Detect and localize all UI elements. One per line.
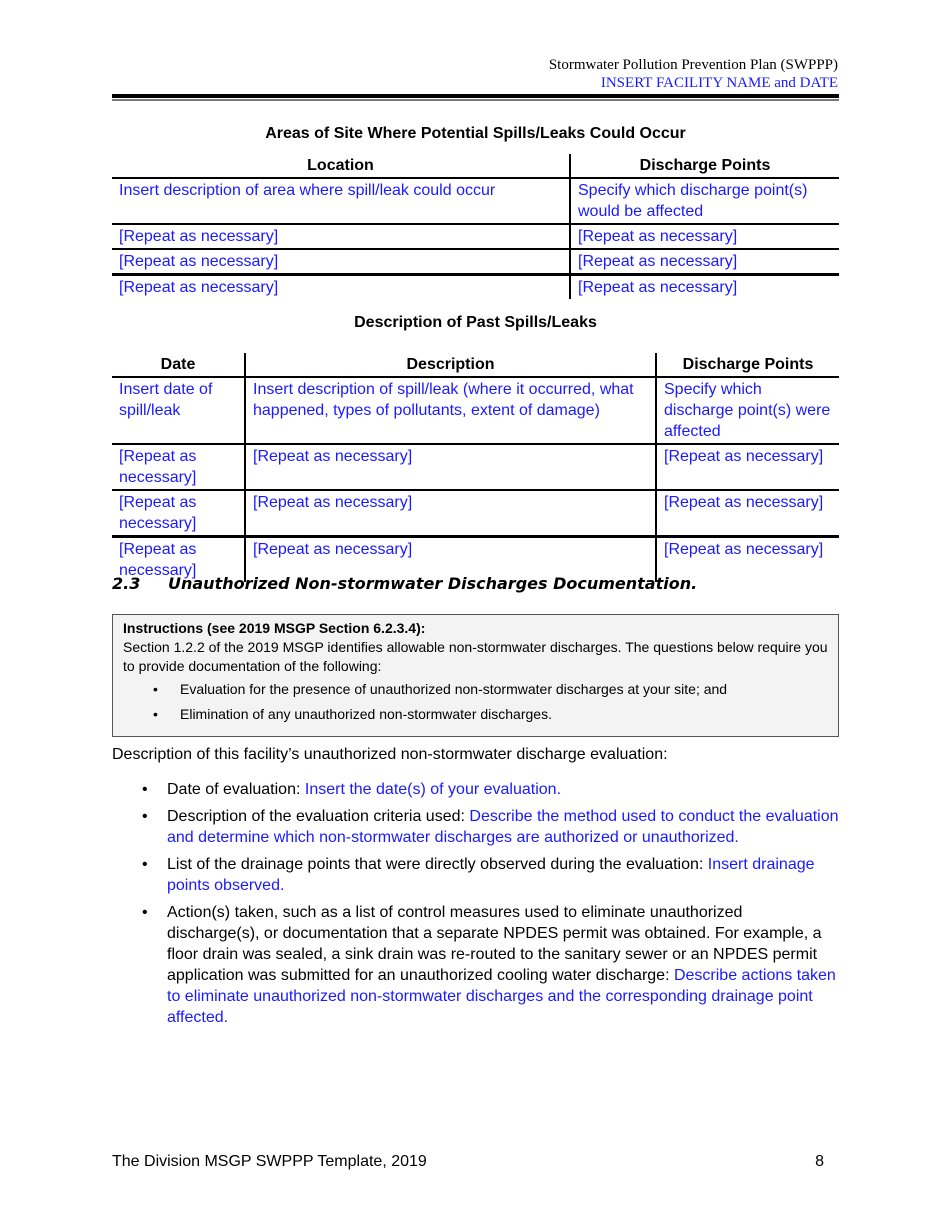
table-cell[interactable]: [Repeat as necessary] (664, 541, 824, 558)
header-facility-placeholder: INSERT FACILITY NAME and DATE (600, 75, 838, 91)
instructions-title: Instructions (see 2019 MSGP Section 6.2.3.4): (123, 620, 426, 636)
section-title: Unauthorized Non-stormwater Discharges Documentation. (168, 574, 698, 593)
item-placeholder[interactable]: Insert the date(s) of your evaluation. (304, 781, 562, 798)
table-cell[interactable]: [Repeat as necessary] (245, 490, 656, 537)
column-header-discharge-points: Discharge Points (656, 353, 839, 377)
list-item (112, 854, 839, 896)
page-header (549, 56, 838, 92)
header-rule-shadow (112, 99, 839, 101)
item-label: Description of the evaluation criteria used: (167, 808, 470, 825)
column-header-description: Description (245, 353, 656, 377)
table-row (112, 490, 839, 537)
table-row (112, 275, 839, 300)
column-header-date: Date (112, 353, 245, 377)
table-row (112, 224, 839, 249)
evaluation-intro: Description of this facility’s unauthorized non-stormwater discharge evaluation: (112, 746, 668, 763)
evaluation-list (112, 779, 839, 1034)
section-heading (112, 574, 697, 593)
table-cell[interactable]: Specify which discharge point(s) were affected (656, 377, 839, 444)
table-cell[interactable]: Insert description of spill/leak (where it occurred, what happened, types of pollutants, extent of damage) (245, 377, 656, 444)
section-number: 2.3 (112, 574, 141, 593)
column-header-location: Location (112, 154, 570, 178)
header-rule (112, 94, 839, 98)
spill-areas-table (112, 154, 839, 299)
item-label: List of the drainage points that were directly observed during the evaluation: (167, 856, 708, 873)
list-item: • Elimination of any unauthorized non-stormwater discharges. (123, 705, 828, 724)
column-header-discharge-points: Discharge Points (570, 154, 839, 178)
item-placeholder[interactable]: Describe actions taken to eliminate unauthorized non-stormwater discharges and the corresponding drainage point affected. (167, 967, 836, 1026)
table-row (112, 178, 839, 224)
table-cell[interactable]: [Repeat as necessary] (112, 224, 570, 249)
item-label: Action(s) taken, such as a list of control measures used to eliminate unauthorized discharge(s), or documentation that a separate NPDES permit was obtained. For example, a floor drain was sealed, a sink drain was re-routed to the sanitary sewer or an NPDES permit application was submitted for an unauthorized cooling water discharge: (167, 904, 822, 984)
spill-areas-title: Areas of Site Where Potential Spills/Leaks Could Occur (265, 125, 686, 142)
table-cell[interactable]: [Repeat as necessary] (112, 249, 570, 275)
table-cell[interactable]: [Repeat as necessary] (112, 490, 245, 537)
table-cell[interactable]: [Repeat as necessary] (656, 490, 839, 537)
item-placeholder[interactable]: Describe the method used to conduct the evaluation and determine which non-stormwater discharges are authorized or unauthorized. (167, 808, 839, 846)
item-label: Date of evaluation: (167, 781, 305, 798)
past-spills-title: Description of Past Spills/Leaks (354, 314, 597, 331)
table-cell[interactable]: [Repeat as necessary] (245, 537, 656, 583)
table-cell[interactable]: [Repeat as necessary] (656, 444, 839, 490)
list-item (112, 806, 839, 848)
table-cell[interactable]: Insert description of area where spill/leak could occur (112, 178, 570, 224)
table-cell[interactable]: [Repeat as necessary] (112, 275, 570, 300)
table-cell[interactable]: [Repeat as necessary] (112, 444, 245, 490)
table-cell[interactable]: [Repeat as necessary] (245, 444, 656, 490)
instructions-list (123, 680, 828, 724)
footer-template-name: The Division MSGP SWPPP Template, 2019 (112, 1153, 427, 1170)
table-cell[interactable]: [Repeat as necessary] (112, 537, 245, 583)
past-spills-table (112, 353, 839, 582)
item-placeholder[interactable]: Insert drainage points observed. (167, 856, 815, 894)
list-item (112, 779, 839, 800)
table-header-row (112, 154, 839, 178)
table-header-row (112, 353, 839, 377)
table-row (112, 444, 839, 490)
list-item (112, 902, 839, 1028)
table-row (112, 249, 839, 275)
list-item: • Evaluation for the presence of unauthorized non-stormwater discharges at your site; and (123, 680, 828, 699)
table-cell[interactable]: [Repeat as necessary] (578, 279, 738, 296)
instructions-box (112, 614, 839, 737)
page-number: 8 (815, 1153, 824, 1170)
table-cell[interactable]: [Repeat as necessary] (570, 249, 839, 275)
instructions-body: Section 1.2.2 of the 2019 MSGP identifies allowable non-stormwater discharges. The questions below require you to provide documentation of the following: (123, 639, 828, 674)
table-row (112, 377, 839, 444)
table-cell[interactable]: Specify which discharge point(s) would be affected (570, 178, 839, 224)
table-cell[interactable]: [Repeat as necessary] (570, 224, 839, 249)
page-footer (112, 1153, 824, 1171)
header-plan-title: Stormwater Pollution Prevention Plan (SWPPP) (548, 57, 838, 73)
table-cell[interactable]: Insert date of spill/leak (112, 377, 245, 444)
